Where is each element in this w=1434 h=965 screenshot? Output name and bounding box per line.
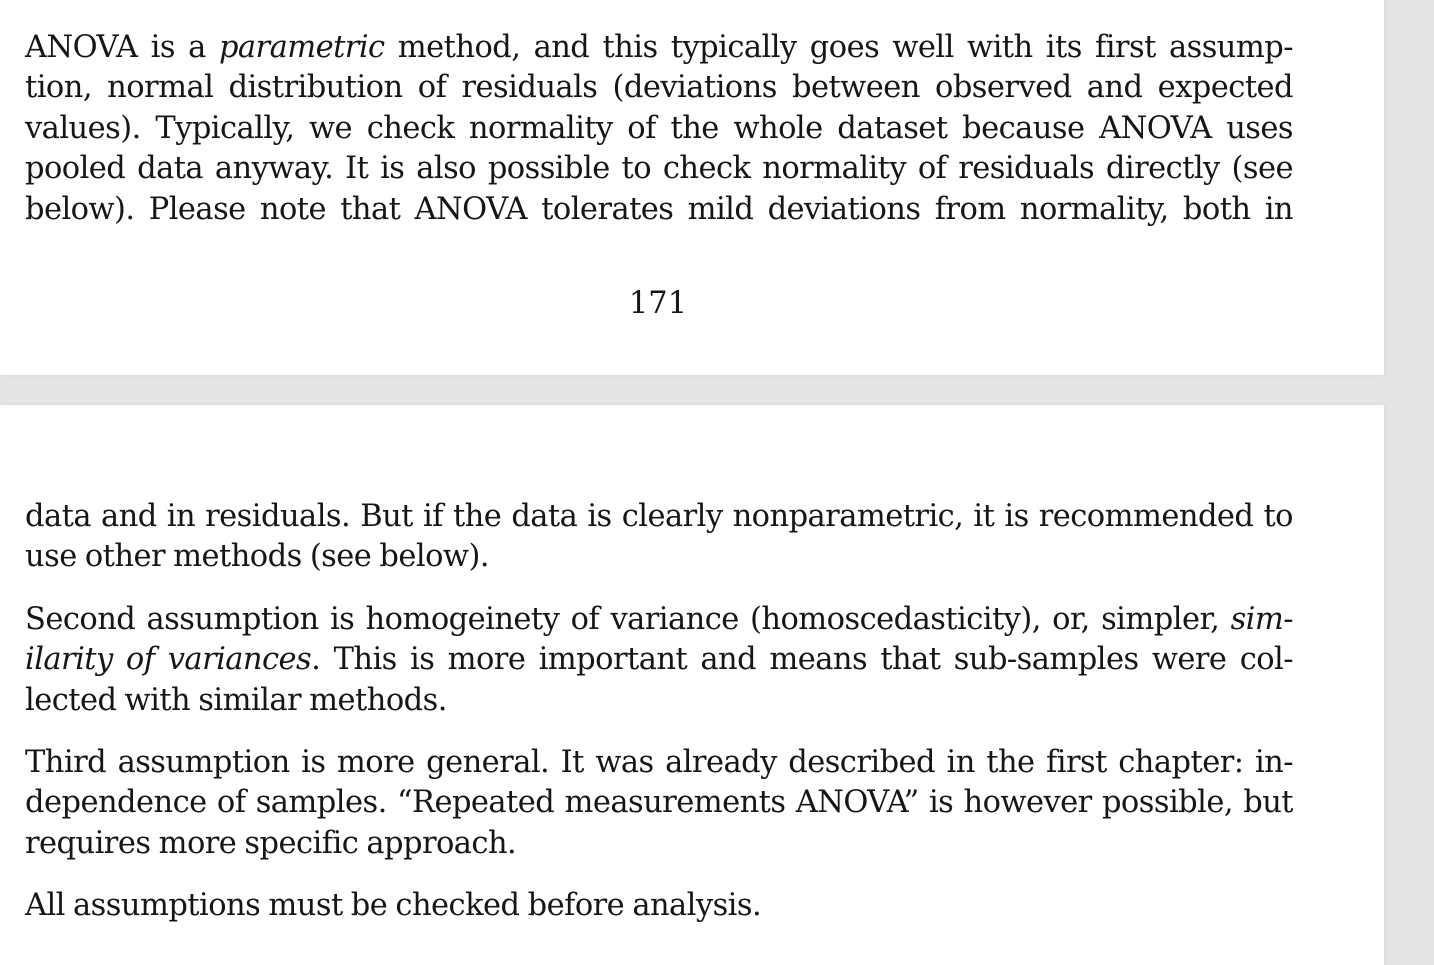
text-line: tion, normal distribution of residuals (deviations between observed and expected <box>25 70 1293 106</box>
text-line: All assumptions must be checked before analysis. <box>25 888 762 923</box>
emphasis-similarity: sim- <box>1230 602 1293 637</box>
paragraph-check-assumptions <box>25 886 1293 926</box>
text-line: below). Please note that ANOVA tolerates mild deviations from normality, both in <box>25 191 1293 227</box>
page-number: 171 <box>628 286 688 321</box>
text-line: Third assumption is more general. It was already described in the first chapter: in- <box>25 745 1293 780</box>
text-line: requires more specific approach. <box>25 825 517 861</box>
text-line: pooled data anyway. It is also possible to check normality of residuals directly (see <box>25 151 1293 187</box>
text-line: use other methods (see below). <box>25 539 489 575</box>
text-line: values). Typically, we check normality of the whole dataset because ANOVA uses <box>25 110 1293 146</box>
text-line: Second assumption is homogeinety of variance (homoscedasticity), or, simpler, sim- <box>25 602 1293 637</box>
text-line: data and in residuals. But if the data is clearly nonparametric, it is recommended to <box>25 499 1293 534</box>
emphasis-similarity-cont: ilarity of variances <box>25 642 312 678</box>
text-line: ilarity of variances. This is more important and means that sub-samples were col- <box>25 642 1293 678</box>
text-line: dependence of samples. “Repeated measurements ANOVA” is however possible, but <box>25 785 1293 821</box>
text-line: lected with similar methods. <box>25 682 447 718</box>
document-page-171 <box>0 0 1384 375</box>
paragraph-independence <box>25 743 1293 864</box>
document-page-172 <box>0 405 1384 965</box>
text-line: ANOVA is a parametric method, and this typically goes well with its first assump- <box>25 30 1293 65</box>
paragraph-homogeneity <box>25 600 1293 721</box>
paragraph-anova-parametric <box>25 28 1293 230</box>
emphasis-parametric: parametric <box>218 30 385 65</box>
paragraph-nonparametric <box>25 497 1293 578</box>
